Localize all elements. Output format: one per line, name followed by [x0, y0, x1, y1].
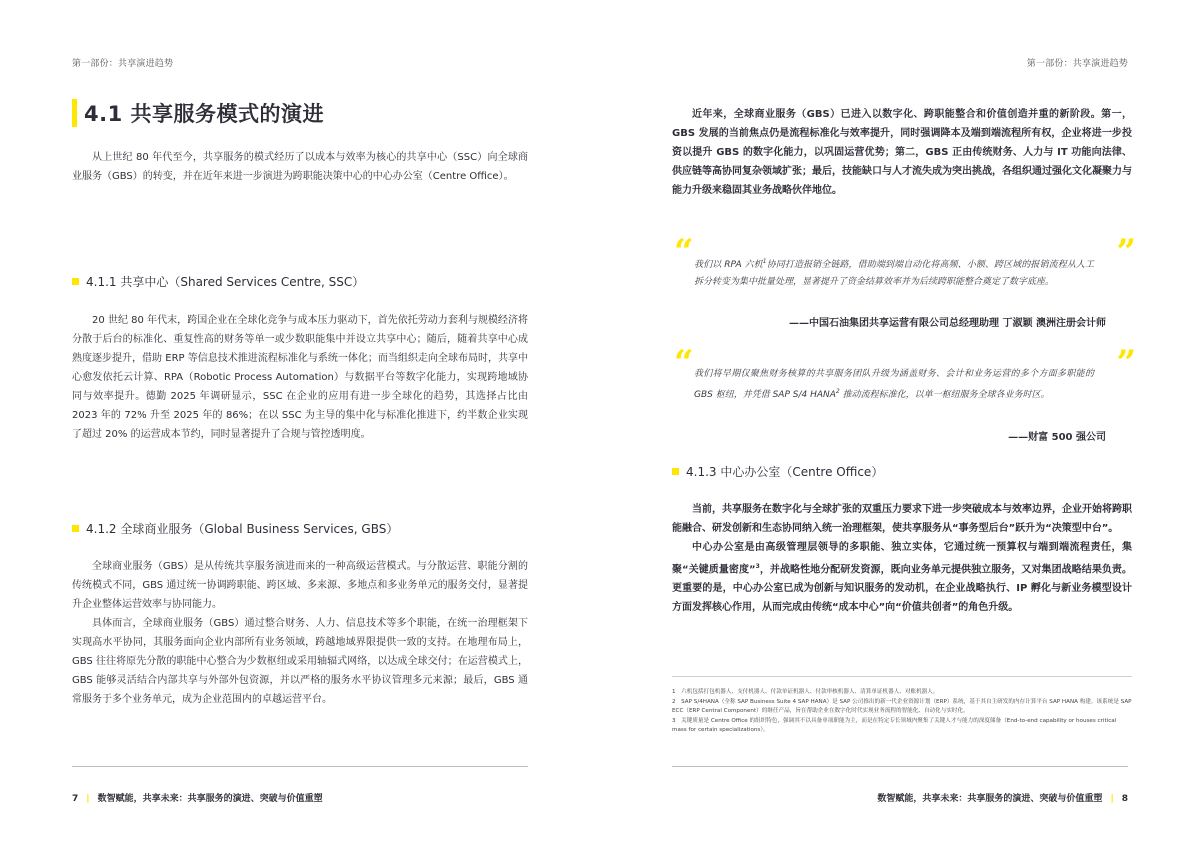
footnote-2: 2 SAP S/4HANA（全称 SAP Business Suite 4 SAP HANA）是 SAP 公司推出的新一代企业资源计划（ERP）系统，基于其自主研发的内存计算平台 SAP HANA 构建。该系统是 SAP ECC（ERP Central Component）的继任产品，旨在帮助企业在数字化时代实现业务流程的智能化、自动化与实时化。 [672, 699, 1132, 714]
page-number-right: 8 [1121, 794, 1128, 804]
ssc-body-text: 20 世纪 80 年代末，跨国企业在全球化竞争与成本压力驱动下，首先依托劳动力套利与规模经济将分散于后台的标准化、重复性高的财务等单一或少数职能集中并设立共享中心；随后，随着共享中心成熟度逐步提升，借助 ERP 等信息技术推进流程标准化与系统一体化；而当组织走向全球布局时，共享中心愈发依托云计算、RPA（Robotic Process Automation）与数据平台等数字化能力，实现跨地域协同与效率提升。德勤 2025 年调研显示，SSC 在企业的应用有进一步全球化的趋势，其选择占比由 2023 年的 72% 升至 2025 年的 86%；在以 SSC 为主导的集中化与标准化推进下，约半数企业实现了超过 20% 的运营成本节约，同时显著提升了合规与管控透明度。 [72, 315, 528, 440]
co-body-paragraph-1: 当前，共享服务在数字化与全球扩张的双重压力要求下进一步突破成本与效率边界，企业开始将跨职能融合、研发创新和生态协同纳入统一治理框架，使共享服务从“事务型后台”跃升为“决策型中台”。 [672, 504, 1132, 534]
gbs-body [72, 557, 528, 709]
gbs-recent-text [672, 105, 1132, 200]
footer-rule-left [72, 766, 528, 767]
heading-bullet-square [72, 278, 79, 285]
footnote-rule [672, 676, 1132, 677]
running-head-left: 第一部份：共享演进趋势 [72, 59, 174, 69]
running-head-right: 第一部份：共享演进趋势 [1026, 59, 1128, 69]
open-quote-icon: “ [674, 343, 694, 383]
ssc-heading-text: 4.1.1 共享中心（Shared Services Centre, SSC） [86, 275, 365, 289]
quote-2-text: 我们将早期仅聚焦财务核算的共享服务团队升级为涵盖财务、会计和业务运营的多个方面多职能的 GBS 枢纽，并凭借 SAP S/4 HANA$^2$ 推动流程标准化，以单一枢纽服务全球各业务时区。 [694, 369, 1094, 400]
open-quote-icon: “ [674, 232, 694, 272]
heading-bullet-square [72, 525, 79, 532]
quote-block-1 [674, 232, 1136, 329]
close-quote-icon: ” [1116, 343, 1136, 383]
gbs-recent-paragraph [672, 105, 1132, 200]
footer-rule-right [672, 766, 1128, 767]
footer-title-right: 数智赋能，共享未来：共享服务的演进、突破与价值重塑 [877, 794, 1103, 804]
close-quote-icon: ” [1116, 232, 1136, 272]
co-heading [672, 463, 883, 480]
footnotes [672, 688, 1132, 736]
gbs-body-paragraph-1: 全球商业服务（GBS）是从传统共享服务演进而来的一种高级运营模式。与分散运营、职能分割的传统模式不同，GBS 通过统一协调跨职能、跨区域、多来源、多地点和多业务单元的服务交付，显著提升企业整体运营效率与协同能力。 [72, 561, 528, 610]
section-title-text: 4.1 共享服务模式的演进 [84, 102, 325, 126]
gbs-recent-lead: 近年来，全球商业服务（GBS）已进入以数字化、跨职能整合和价值创造并重的新阶段。 [692, 109, 1102, 120]
footer-right: 数智赋能，共享未来：共享服务的演进、突破与价值重塑 | 8 [877, 794, 1128, 804]
footnote-1: 1 六机包括打包机器人、支付机器人、付款单证机器人、付款审核机器人、清算单证机器人、对账机器人。 [672, 689, 939, 695]
quote-1-attribution: ——中国石油集团共享运营有限公司总经理助理 丁淑颖 澳洲注册会计师 [789, 318, 1106, 329]
footer-title-left: 数智赋能，共享未来：共享服务的演进、突破与价值重塑 [97, 794, 323, 804]
footer-left: 7 | 数智赋能，共享未来：共享服务的演进、突破与价值重塑 [72, 794, 323, 804]
heading-bullet-square [672, 468, 679, 475]
intro-text: 从上世纪 80 年代至今，共享服务的模式经历了以成本与效率为核心的共享中心（SSC）向全球商业服务（GBS）的转变，并在近年来进一步演进为跨职能决策中心的中心办公室（Centre Office）。 [72, 152, 528, 182]
gbs-recent-rest: 第一，GBS 发展的当前焦点仍是流程标准化与效率提升，同时强调降本及端到端流程所有权，企业将进一步投资以提升 GBS 的数字化能力，以巩固运营优势；第二，GBS 正由传统财务、人力与 IT 功能向法律、供应链等高协同复杂领域扩张；最后，技能缺口与人才流失成为突出挑战，各组织通过强化文化凝聚力与能力升级来稳固其业务战略伙伴地位。 [672, 109, 1132, 196]
ssc-body [72, 311, 528, 444]
co-body-paragraph-2: 中心办公室是由高级管理层领导的多职能、独立实体，它通过统一预算权与端到端流程责任，集聚“关键质量密度”$^3$，并战略性地分配研发资源，既向业务单元提供独立服务，又对集团战略结果负责。更重要的是，中心办公室已成为创新与知识服务的发动机，在企业战略执行、IP 孵化与新业务模型设计方面发挥核心作用，从而完成由传统“成本中心”向“价值共创者”的角色升级。 [672, 542, 1132, 614]
page-number-left: 7 [72, 794, 79, 804]
co-body [672, 500, 1132, 617]
quote-2-attribution: ——财富 500 强公司 [1008, 432, 1106, 443]
title-accent-bar [72, 99, 77, 127]
quote-block-2 [674, 343, 1136, 444]
gbs-heading [72, 520, 398, 537]
quote-1-text: 我们以 RPA 六机$^1$协同打造报销全链路，借助端到端自动化将高频、小额、跨区域的报销流程从人工拆分转变为集中批量处理，显著提升了资金结算效率并为后续跨职能整合奠定了数字底座。 [694, 258, 1094, 287]
gbs-heading-text: 4.1.2 全球商业服务（Global Business Services, GBS） [86, 522, 399, 536]
section-title [72, 98, 324, 128]
ssc-heading [72, 273, 364, 290]
footnote-3: 3 关键质量是 Centre Office 的组织特色，强调其不以具备单项职能为主，而是在特定专长领域内聚集了关键人才与能力的深度储备（End-to-end capability or houses critical mass for certain specializations）。 [672, 718, 1117, 733]
intro-paragraph [72, 148, 528, 186]
gbs-body-paragraph-2: 具体而言，全球商业服务（GBS）通过整合财务、人力、信息技术等多个职能，在统一治理框架下实现高水平协同，其服务面向企业内部所有业务领域，跨越地域界限提供一致的支持。在地理布局上，GBS 往往将原先分散的职能中心整合为少数枢纽或采用轴辐式网络，以达成全球交付；在运营模式上，GBS 能够灵活结合内部共享与外部外包资源，并以严格的服务水平协议管理多元来源；最后，GBS 通常服务于多个业务单元，成为企业范围内的卓越运营平台。 [72, 618, 528, 705]
right-page [600, 0, 1200, 849]
co-heading-text: 4.1.3 中心办公室（Centre Office） [686, 465, 884, 479]
